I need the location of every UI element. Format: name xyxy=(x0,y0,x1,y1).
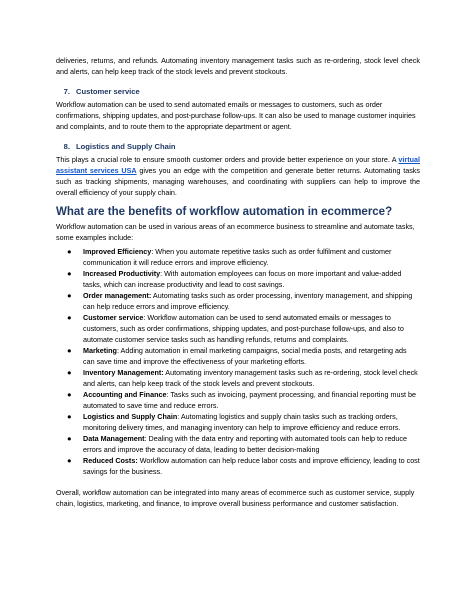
list-item-term: Inventory Management: xyxy=(83,368,164,377)
list-item xyxy=(56,345,420,367)
section-8-number: 8. xyxy=(63,142,70,151)
bullet-icon: ● xyxy=(67,313,72,322)
bullet-icon: ● xyxy=(67,390,72,399)
section-7-title: Customer service xyxy=(76,87,140,96)
list-item xyxy=(56,312,420,345)
list-item-text: : Adding automation in email marketing campaigns, social media posts, and retargeting ads can save time and improve the effectiveness of your marketing efforts. xyxy=(83,346,407,366)
list-item-text: : Automating logistics and supply chain tasks such as tracking orders, monitoring delivery times, and managing inventory can help to improve efficiency and reduce errors. xyxy=(83,412,401,432)
section-8-body-start: This plays a crucial role to ensure smooth customer orders and provide better experience on your store. A xyxy=(56,155,399,164)
page-content xyxy=(56,55,420,509)
list-item-term: Order management: xyxy=(83,291,152,300)
list-item-text: : With automation employees can focus on more important and value-added tasks, which can increase productivity and lead to cost savings. xyxy=(83,269,402,289)
list-item-term: Reduced Costs: xyxy=(83,456,138,465)
list-item-term: Logistics and Supply Chain xyxy=(83,412,178,421)
bullet-icon: ● xyxy=(67,412,72,421)
list-item-text: : Workflow automation can be used to send automated emails or messages to customers, such as order confirmations, shipping updates, and post-purchase follow-ups, and also to automate customer service tasks such as handling refunds, returns and complaints. xyxy=(83,313,404,344)
list-item-text: Automating inventory management tasks such as re-ordering, stock level check and alerts, can help keep track of the stock levels and prevent stockouts. xyxy=(83,368,418,388)
closing-paragraph: Overall, workflow automation can be integrated into many areas of ecommerce such as customer service, supply chain, logistics, marketing, and finance, to improve overall business performance and customer satisfaction. xyxy=(56,488,415,508)
bullet-icon: ● xyxy=(67,368,72,377)
list-item xyxy=(56,455,420,477)
bullet-icon: ● xyxy=(67,346,72,355)
bullet-icon: ● xyxy=(67,291,72,300)
intro-paragraph: deliveries, returns, and refunds. Automating inventory management tasks such as re-ordering, stock level check and alerts, can help keep track of the stock levels and prevent stockouts. xyxy=(56,56,420,76)
benefits-intro: Workflow automation can be used in various areas of an ecommerce business to streamline and automate tasks, some examples include: xyxy=(56,222,415,242)
list-item xyxy=(56,389,420,411)
list-item-term: Marketing xyxy=(83,346,117,355)
list-item xyxy=(56,246,420,268)
bullet-icon: ● xyxy=(67,269,72,278)
list-item-term: Customer service xyxy=(83,313,144,322)
bullet-icon: ● xyxy=(67,456,72,465)
list-item xyxy=(56,433,420,455)
section-7-number: 7. xyxy=(63,87,70,96)
section-8-body xyxy=(56,154,420,198)
list-item-text: Automating tasks such as order processing, inventory management, and shipping can help reduce errors and improve efficiency. xyxy=(83,291,413,311)
list-item xyxy=(56,367,420,389)
list-item xyxy=(56,411,420,433)
bullet-icon: ● xyxy=(67,247,72,256)
virtual-assistant-link[interactable]: virtual assistant services USA xyxy=(56,155,420,175)
section-8-body-end: gives you an edge with the competition and generate better returns. Automating tasks such as tracking shipments, managing warehouses, and coordinating with suppliers can help to improve the overall efficiency of your supply chain. xyxy=(56,166,420,197)
list-item-text: Workflow automation can help reduce labor costs and improve efficiency, leading to cost savings for the business. xyxy=(83,456,420,476)
list-item-text: : When you automate repetitive tasks such as order fulfilment and customer communication it will reduce errors and improve efficiency. xyxy=(83,247,392,267)
section-8-heading xyxy=(56,141,420,152)
benefits-list xyxy=(56,246,420,477)
list-item-term: Increased Productivity xyxy=(83,269,161,278)
benefits-heading: What are the benefits of workflow automation in ecommerce? xyxy=(56,206,393,218)
list-item-text: : Tasks such as invoicing, payment processing, and financial reporting must be automated to save time and reduce errors. xyxy=(83,390,417,410)
list-item xyxy=(56,268,420,290)
section-7-body: Workflow automation can be used to send automated emails or messages to customers, such as order confirmations, shipping updates, and post-purchase follow-ups. It can also be used to manage customer inquiries and complaints, and to route them to the appropriate department or agent. xyxy=(56,100,416,131)
section-8-title: Logistics and Supply Chain xyxy=(76,142,176,151)
list-item-text: : Dealing with the data entry and reporting with automated tools can help to reduce errors and improve the accuracy of data, leading to better decision-making xyxy=(83,434,408,454)
section-7-heading xyxy=(56,86,420,97)
list-item-term: Accounting and Finance xyxy=(83,390,167,399)
list-item-term: Improved Efficiency xyxy=(83,247,152,256)
list-item xyxy=(56,290,420,312)
bullet-icon: ● xyxy=(67,434,72,443)
list-item-term: Data Management xyxy=(83,434,145,443)
